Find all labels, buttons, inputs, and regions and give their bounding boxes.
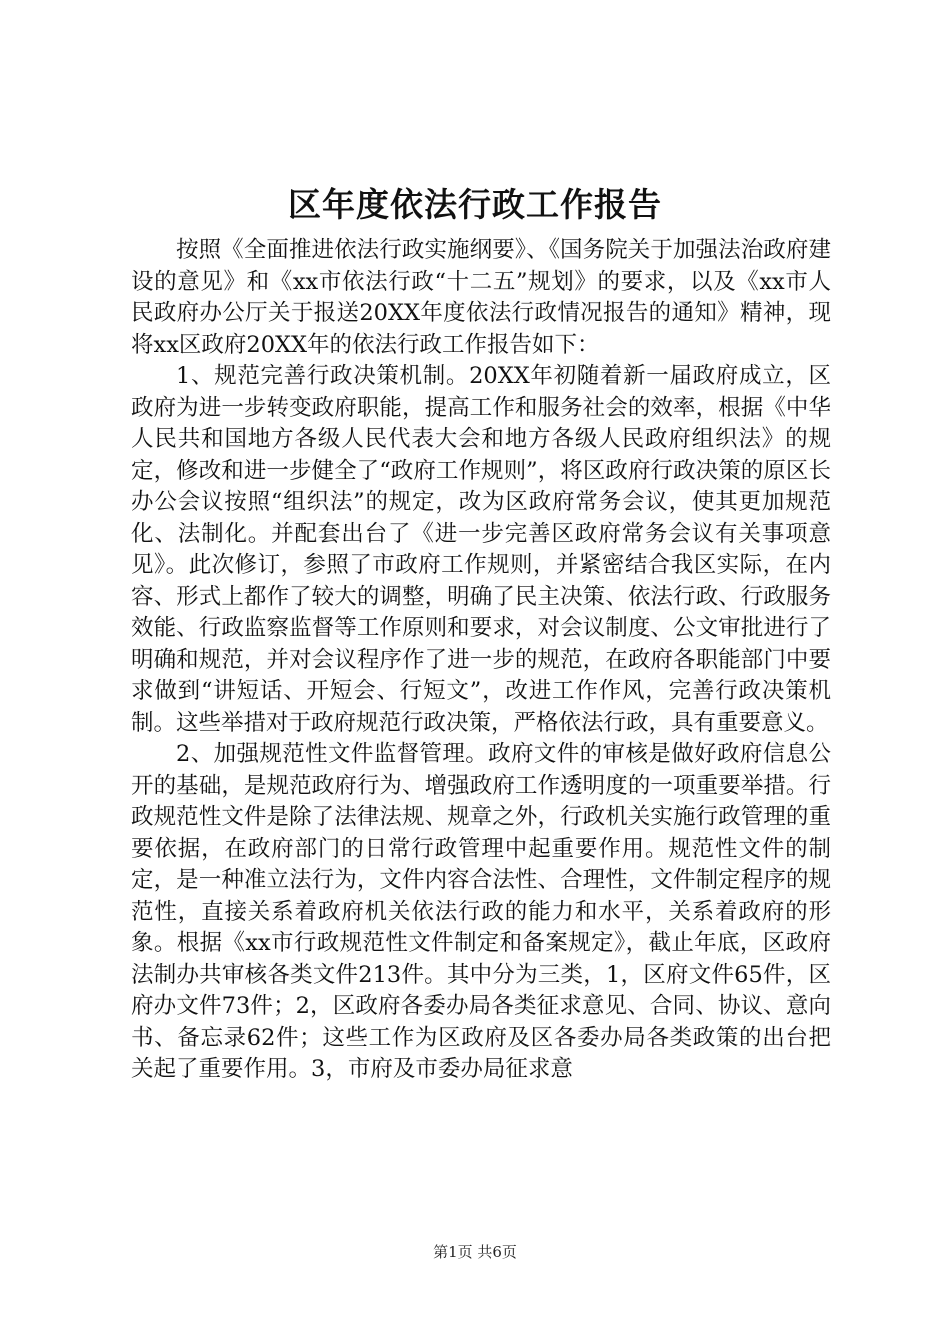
page-footer: [0, 1242, 950, 1262]
paragraph-intro: 按照《全面推进依法行政实施纲要》、《国务院关于加强法治政府建设的意见》和《xx市依法行政“十二五”规划》的要求，以及《xx市人民政府办公厅关于报送20XX年度依法行政情况报告的通知》精神，现将xx区政府20XX年的依法行政工作报告如下：: [131, 237, 831, 358]
page-indicator: 第1页 共6页: [433, 1243, 517, 1261]
paragraph-normative-documents: 2、加强规范性文件监督管理。政府文件的审核是做好政府信息公开的基础，是规范政府行为、增强政府工作透明度的一项重要举措。行政规范性文件是除了法律法规、规章之外，行政机关实施行政管理的重要依据，在政府部门的日常行政管理中起重要作用。规范性文件的制定，是一种准立法行为，文件内容合法性、合理性，文件制定程序的规范性，直接关系着政府机关依法行政的能力和水平，关系着政府的形象。根据《xx市行政规范性文件制定和备案规定》，截止年底，区政府法制办共审核各类文件213件。其中分为三类，1，区府文件65件，区府办文件73件；2，区政府各委办局各类征求意见、合同、协议、意向书、备忘录62件；这些工作为区政府及区各委办局各类政策的出台把关起了重要作用。3，市府及市委办局征求意: [131, 741, 831, 1082]
document-title: 区年度依法行政工作报告: [288, 185, 662, 224]
document-body: [131, 235, 831, 1086]
paragraph-decision-mechanism: 1、规范完善行政决策机制。20XX年初随着新一届政府成立，区政府为进一步转变政府职能，提高工作和服务社会的效率，根据《中华人民共和国地方各级人民代表大会和地方各级人民政府组织法》的规定，修改和进一步健全了“政府工作规则”，将区政府行政决策的原区长办公会议按照“组织法”的规定，改为区政府常务会议，使其更加规范化、法制化。并配套出台了《进一步完善区政府常务会议有关事项意见》。此次修订，参照了市政府工作规则，并紧密结合我区实际，在内容、形式上都作了较大的调整，明确了民主决策、依法行政、行政服务效能、行政监察监督等工作原则和要求，对会议制度、公文审批进行了明确和规范，并对会议程序作了进一步的规范，在政府各职能部门中要求做到“讲短话、开短会、行短文”，改进工作作风，完善行政决策机制。这些举措对于政府规范行政决策，严格依法行政，具有重要意义。: [131, 363, 831, 736]
